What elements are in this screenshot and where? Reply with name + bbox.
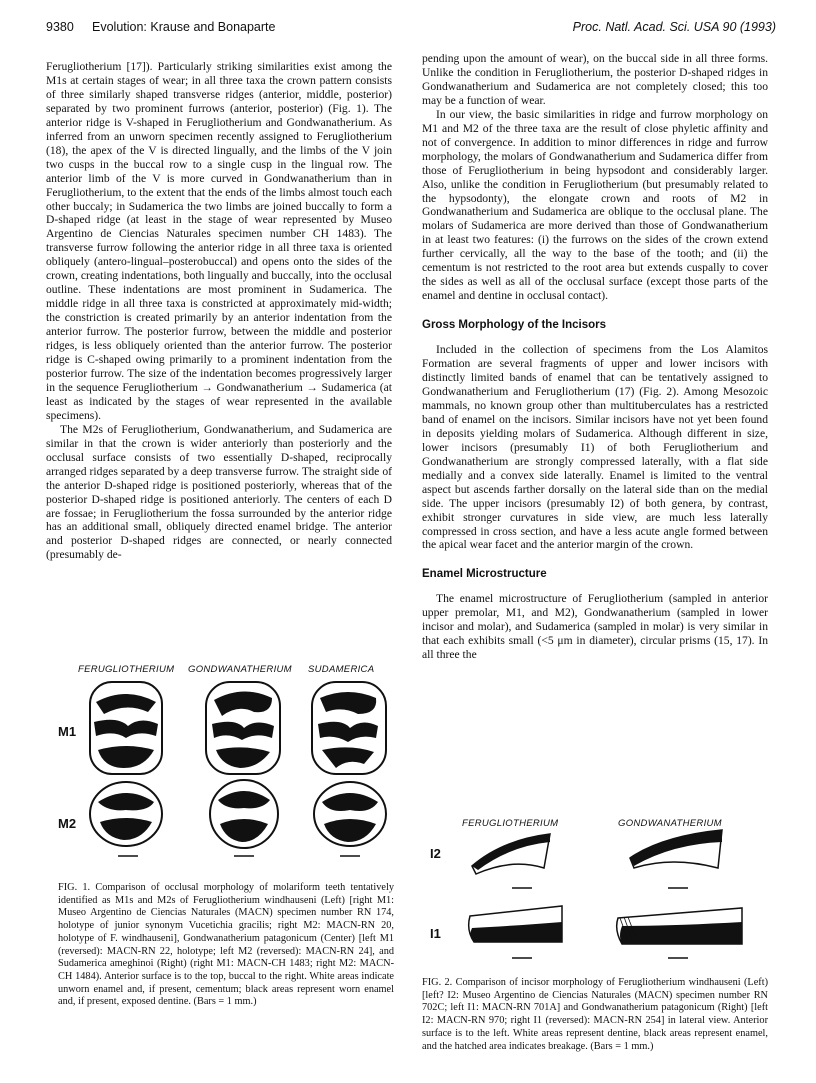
ferugliotherium-i1 — [469, 906, 562, 942]
page-number: 9380 — [46, 20, 74, 34]
fig1-label-gondwanatherium: GONDWANATHERIUM — [188, 664, 292, 675]
sudamerica-m2-tooth — [314, 782, 386, 846]
ferugliotherium-i2 — [472, 834, 550, 874]
figure-2 — [422, 818, 768, 968]
section-heading-incisors: Gross Morphology of the Incisors — [422, 319, 607, 332]
figure-2-caption: FIG. 2. Comparison of incisor morphology of Ferugliotherium windhauseni (Left) [left? I2: Museo Argentino de Ciencias Naturales (MACN) specimen number RN 702C; left I1: MACN-RN 701A] and Gondwanatherium patagonicum (Right) [left I2: MACN-RN 970; right I1 (reversed): MACN-RN 254] in lateral view. Anterior surface is to the left. White areas represent dentine, black areas represent enamel, and the hatched area indicates breakage. (Bars = 1 mm.) — [422, 977, 768, 1052]
sudamerica-m1-tooth — [312, 682, 386, 774]
right-paragraph-2: In our view, the basic similarities in ridge and furrow morphology on M1 and M2 of the three taxa are the result of close phyletic affinity and not of convergence. In addition to minor differences in ridge and furrow morphology, the molars of Gondwanatherium and Sudamerica differ from those of Ferugliotherium in being hypsodont and considerably larger. Also, unlike the condition in Ferugliotherium (but presumably related to the hypsodonty), the elongate crown and roots of M2 in Gondwanatherium and Sudamerica are oblique to the occlusal plane. The molars of Sudamerica are more derived than those of Gondwanatherium in at least two features: (i) the furrows on the sides of the crown extend further cervically, all the way to the base of the tooth; and (ii) the cementum is not restricted to the root area but extends cuspally to cover the sides as well as all of the occlusal surface (except those parts of the enamel and dentine in occlusal contact). — [422, 107, 768, 303]
fig2-label-gondwanatherium: GONDWANATHERIUM — [618, 818, 722, 829]
section-heading-enamel: Enamel Microstructure — [422, 568, 547, 581]
fig2-label-ferugliotherium: FERUGLIOTHERIUM — [462, 818, 559, 829]
fig2-drawing — [422, 818, 768, 968]
gondwanatherium-m1-tooth — [206, 682, 280, 774]
ferugliotherium-m1-tooth — [90, 682, 162, 774]
fig1-drawing — [58, 664, 398, 864]
gondwanatherium-m2-tooth — [210, 780, 278, 848]
left-paragraph-1: Ferugliotherium [17]). Particularly striking similarities exist among the M1s at certain stages of wear; in all three taxa the crown pattern consists of three similarly shaped transverse ridges (anterior, middle, posterior) separated by two prominent furrows (anterior, posterior) (Fig. 1). The anterior ridge is V-shaped in Ferugliotherium and Gondwanatherium. As inferred from an unworn specimen recently assigned to Ferugliotherium (18), the apex of the V is directed lingually, and the limbs of the V join two cusps in the buccal row to a single cusp in the lingual row. The anterior limb of the V is more curved in Gondwanatherium than in Ferugliotherium, to the extent that the ends of the limbs almost touch each other buccaly; in Sudamerica the two limbs are joined buccally to form a D-shaped ridge (at least in the stage of wear represented by Museo Argentino de Ciencias Naturales specimen number CH 1483). The transverse furrow following the anterior ridge in all three taxa is oriented obliquely (antero-lingual–posterobuccal) and opens onto the sides of the crown, creating indentations, both lingually and buccally, into the occlusal outline. These indentations are most prominent in Sudamerica. The middle ridge in all three taxa is constricted at approximately mid-width; the constriction is created primarily by an anterior indentation from the anterior furrow. The posterior furrow, between the middle and posterior ridges, is less obliquely oriented than the anterior furrow. The posterior ridge is C-shaped owing primarily to a prominent indentation from the posterior furrow. The size of the indentation becomes progressively larger in the sequence Ferugliotherium → Gondwanatherium → Sudamerica (at least as indicated by the stages of wear represented in the available specimens). — [46, 60, 392, 422]
fig1-label-ferugliotherium: FERUGLIOTHERIUM — [78, 664, 175, 675]
fig1-row-label-m1: M1 — [58, 724, 77, 739]
left-paragraph-2: The M2s of Ferugliotherium, Gondwanatherium, and Sudamerica are similar in that the crown is wider anteriorly than posteriorly and the occlusal surface consists of two essentially D-shaped, reciprocally arranged ridges separated by a deep transverse furrow. The straight side of the anterior D-shaped ridge is positioned posteriorly, whereas that of the posterior D-shaped ridge is positioned anteriorly. The centers of each D are fossae; in Ferugliotherium the fossa surrounded by the anterior ridge has an additional small, obliquely directed enamel bridge. The anterior and posterior D-shaped ridges are connected, or nearly connected (presumably de- — [46, 422, 392, 562]
fig1-label-sudamerica: SUDAMERICA — [308, 664, 375, 675]
fig2-row-label-i1: I1 — [430, 926, 441, 941]
running-title: Evolution: Krause and Bonaparte — [92, 20, 276, 34]
left-column — [46, 60, 392, 562]
right-paragraph-4: The enamel microstructure of Ferugliotherium (sampled in anterior upper premolar, M1, and M2), Gondwanatherium (sampled in lower incisor and molar), and Sudamerica (sampled in molar) is very similar in that each exhibits small (<5 μm in diameter), circular prisms (15, 17). In all three the — [422, 592, 768, 662]
right-paragraph-3: Included in the collection of specimens from the Los Alamitos Formation are several fragments of upper and lower incisors with distinctly limited bands of enamel that can be tentatively assigned to Gondwanatherium and Ferugliotherium (17) (Fig. 2). Among Mesozoic mammals, no known group other than multituberculates has a restricted band of enamel on the incisors. Similar incisors have not yet been found in deposits yielding molars of Sudamerica. Although different in size, lower incisors (presumably I1) of both Ferugliotherium and Gondwanatherium are strongly compressed laterally, with a flat side medially and a convex side laterally. Enamel is limited to the ventral aspect but ascends farther dorsally on the lateral side than on the medial side. The upper incisors (presumably I2) of both genera, by contrast, exhibit stronger curvatures in side view, are much less laterally compressed in cross section, and have a less acute angle formed between the apical wear facet and the anterior margin of the crown. — [422, 343, 768, 552]
figure-1 — [58, 664, 398, 854]
fig1-row-label-m2: M2 — [58, 816, 77, 831]
right-column — [422, 52, 768, 662]
gondwanatherium-i2 — [630, 830, 722, 868]
ferugliotherium-m2-tooth — [90, 782, 162, 846]
gondwanatherium-i1 — [617, 908, 742, 944]
page-header — [46, 20, 776, 38]
journal-citation: Proc. Natl. Acad. Sci. USA 90 (1993) — [572, 20, 776, 34]
figure-1-caption: FIG. 1. Comparison of occlusal morphology of molariform teeth tentatively identified as M1s and M2s of Ferugliotherium windhauseni (Left) [right M1: Museo Argentino de Ciencias Naturales (MACN) specimen number RN 174, holotype of junior synonym Vucetichia gracilis; right M2: MACN-RN 20, holotype of F. windhauseni], Gondwanatherium patagonicum (Center) [left M1 (reversed): MACN-RN 22, holotype; left M2 (reversed): MACN-RN 24], and Sudamerica ameghinoi (Right) (right M1: MACN-CH 1483; right M2: MACN-CH 1484). Anterior surface is to the top, buccal to the right. White areas indicate unworn enamel and, if present, cementum; black areas represent worn enamel and, if present, exposed dentine. (Bars = 1 mm.) — [58, 882, 394, 1008]
fig2-row-label-i2: I2 — [430, 846, 441, 861]
right-paragraph-1: pending upon the amount of wear), on the buccal side in all three forms. Unlike the condition in Ferugliotherium, the posterior D-shaped ridges in Gondwanatherium and Sudamerica are not completely closed; this too may be a function of wear. — [422, 52, 768, 107]
